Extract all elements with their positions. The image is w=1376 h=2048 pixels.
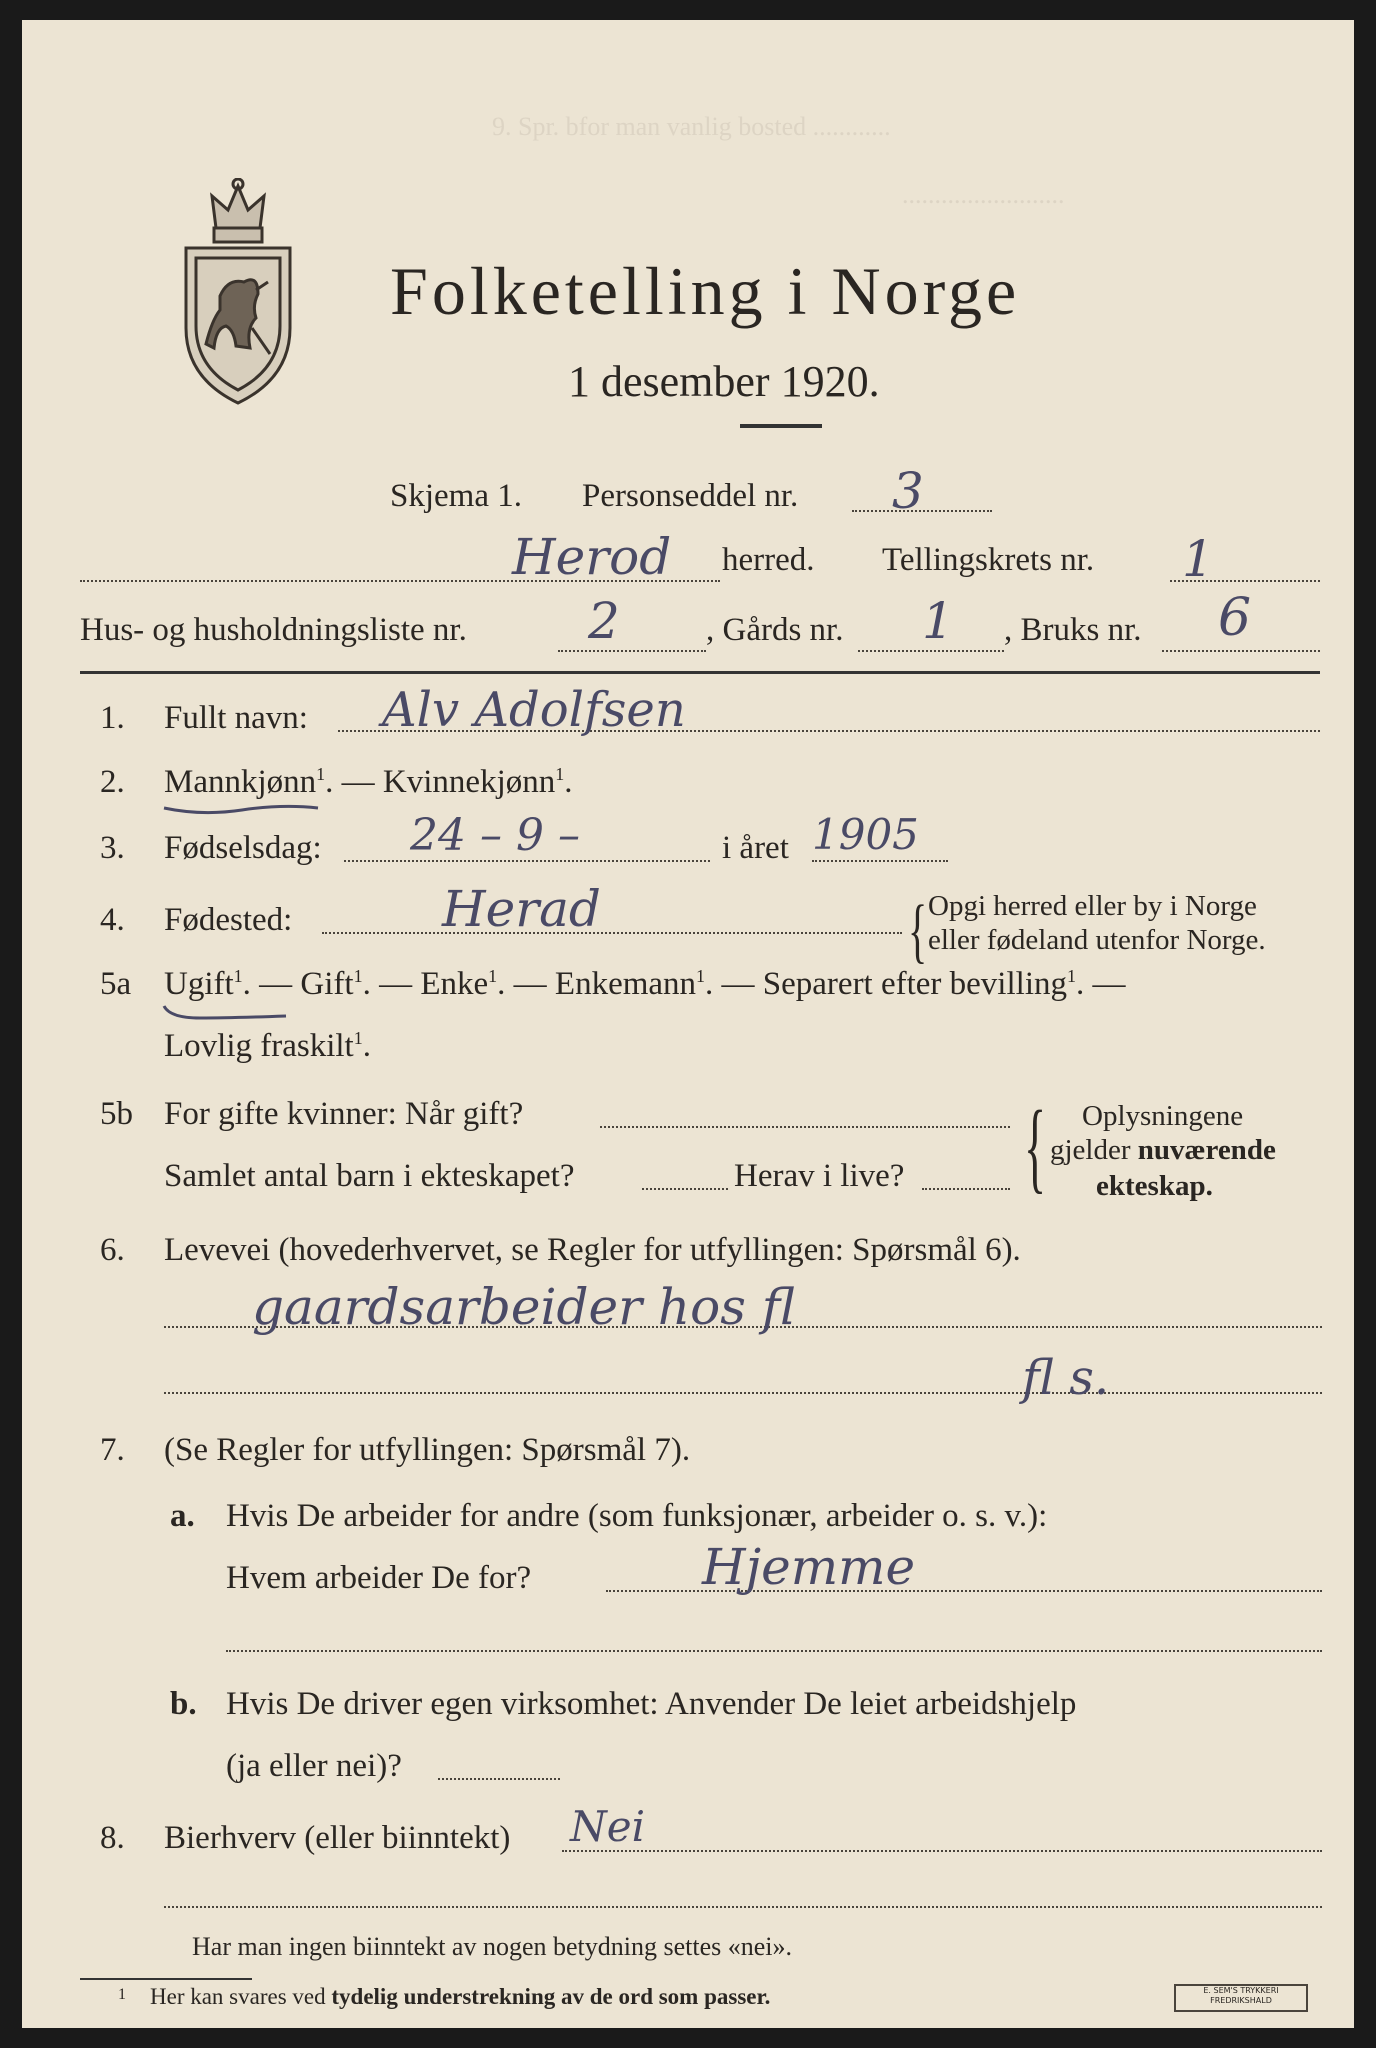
bleed-through-text: 9. Spr. bfor man vanlig bosted ............	[492, 112, 891, 141]
fullt-navn-label: Fullt navn:	[164, 700, 308, 736]
civil-status-options: Ugift$^1$. — Gift$^1$. — Enke$^1$. — Enkemann$^1$. — Separert efter bevilling$^1$. —	[164, 966, 1126, 1002]
underline-mark	[162, 802, 322, 818]
fodselsdag-value[interactable]: 24 – 9 –	[410, 810, 580, 861]
question-number: 7.	[100, 1432, 125, 1468]
fodested-line	[322, 932, 902, 934]
fodested-value[interactable]: Herad	[442, 880, 601, 938]
footnote-marker: 1	[118, 1986, 126, 2003]
biinntekt-note: Har man ingen biinntekt av nogen betydning settes «nei».	[192, 1932, 793, 1961]
ekteskap-note: Oplysningene	[1082, 1100, 1244, 1132]
ja-eller-nei-label: (ja eller nei)?	[226, 1748, 402, 1784]
title-divider	[740, 424, 822, 428]
husholdningsliste-label: Hus- og husholdningsliste nr.	[80, 612, 467, 648]
question-number: 3.	[100, 830, 125, 866]
herred-value[interactable]: Herod	[512, 528, 672, 586]
coat-of-arms-icon	[172, 178, 304, 408]
question-number: 2.	[100, 764, 125, 800]
gender-options: Mannkjønn$^1$. — Kvinnekjønn$^1$.	[164, 764, 573, 800]
option-ugift[interactable]: Ugift	[164, 966, 234, 1002]
herav-i-live-label: Herav i live?	[734, 1158, 905, 1194]
q7b-letter: b.	[170, 1686, 197, 1722]
husholdningsliste-line	[558, 650, 706, 652]
gards-label: , Gårds nr.	[706, 612, 844, 648]
aaret-label: i året	[722, 830, 789, 866]
gards-line	[858, 650, 1004, 652]
levevei-value-2[interactable]: fl s.	[1022, 1350, 1110, 1406]
levevei-label: Levevei (hovederhvervet, se Regler for utfyllingen: Spørsmål 6).	[164, 1232, 1021, 1268]
question-number: 6.	[100, 1232, 125, 1268]
gards-value[interactable]: 1	[922, 592, 954, 650]
printer-stamp: E. SEM'S TRYKKERI FREDRIKSHALD	[1174, 1984, 1308, 2012]
q7b-text: Hvis De driver egen virksomhet: Anvender De leiet arbeidshjelp	[226, 1686, 1077, 1722]
fullt-navn-value[interactable]: Alv Adolfsen	[382, 682, 686, 738]
bierhverv-line	[562, 1850, 1322, 1852]
form-title: Folketelling i Norge	[390, 253, 1021, 329]
herred-label: herred.	[722, 542, 815, 578]
antal-barn-line	[642, 1188, 728, 1190]
naar-gift-line	[600, 1126, 1010, 1128]
personseddel-value[interactable]: 3	[892, 462, 924, 520]
question-number: 5a	[100, 966, 132, 1002]
q7a-text: Hvis De arbeider for andre (som funksjonær, arbeider o. s. v.):	[226, 1498, 1048, 1534]
bruks-value[interactable]: 6	[1218, 588, 1252, 648]
brace: {	[908, 889, 928, 971]
option-enkemann[interactable]: Enkemann	[554, 966, 697, 1002]
ekteskap-note: gjelder nuværende	[1050, 1134, 1276, 1166]
option-mannkjonn[interactable]: Mannkjønn	[164, 764, 317, 800]
header-separator	[80, 671, 1320, 674]
footnote-rule	[80, 1978, 252, 1980]
q7-label: (Se Regler for utfyllingen: Spørsmål 7).	[164, 1432, 691, 1468]
tellingskrets-label: Tellingskrets nr.	[882, 542, 1095, 578]
fodested-label: Fødested:	[164, 902, 293, 938]
arbeider-for-line-2	[226, 1650, 1322, 1652]
aaret-line	[812, 860, 948, 862]
bruks-label: , Bruks nr.	[1004, 612, 1142, 648]
question-number: 4.	[100, 902, 125, 938]
levevei-value[interactable]: gaardsarbeider hos fl	[252, 1278, 796, 1336]
census-date: 1 desember 1920.	[568, 357, 880, 406]
antal-barn-label: Samlet antal barn i ekteskapet?	[164, 1158, 575, 1194]
question-number: 1.	[100, 700, 125, 736]
brace: {	[1024, 1090, 1047, 1203]
option-separert[interactable]: Separert efter bevilling	[762, 966, 1067, 1002]
arbeider-for-label: Hvem arbeider De for?	[226, 1560, 532, 1596]
personseddel-label: Personseddel nr.	[582, 478, 799, 514]
fodested-note: Opgi herred eller by i Norge	[928, 890, 1257, 922]
bierhverv-label: Bierhverv (eller biinntekt)	[164, 1820, 511, 1856]
fodested-note: eller fødeland utenfor Norge.	[928, 924, 1266, 956]
ekteskap-note: ekteskap.	[1096, 1170, 1213, 1202]
tellingskrets-value[interactable]: 1	[1182, 530, 1214, 588]
herav-i-live-line	[922, 1188, 1010, 1190]
bleed-through-text: .........................	[902, 180, 1065, 209]
bierhverv-line-2	[164, 1906, 1322, 1908]
footnote-text: Her kan svares ved tydelig understrekning av de ord som passer.	[150, 1984, 771, 2009]
underline-mark	[160, 1004, 290, 1024]
arbeider-for-value[interactable]: Hjemme	[702, 1538, 916, 1596]
question-number: 8.	[100, 1820, 125, 1856]
option-gift[interactable]: Gift	[300, 966, 354, 1002]
option-kvinnekjonn[interactable]: Kvinnekjønn	[382, 764, 556, 800]
fodselsdag-label: Fødselsdag:	[164, 830, 322, 866]
aaret-value[interactable]: 1905	[812, 810, 919, 859]
husholdningsliste-value[interactable]: 2	[588, 592, 620, 650]
question-number: 5b	[100, 1096, 133, 1132]
skjema-label: Skjema 1.	[390, 478, 522, 514]
q7a-letter: a.	[170, 1498, 195, 1534]
bruks-line	[1162, 650, 1320, 652]
bierhverv-value[interactable]: Nei	[570, 1802, 646, 1851]
naar-gift-label: For gifte kvinner: Når gift?	[164, 1096, 524, 1132]
census-form	[22, 20, 1354, 2028]
option-lovlig-fraskilt[interactable]: Lovlig fraskilt$^1$.	[164, 1028, 371, 1064]
ja-eller-nei-line	[438, 1778, 560, 1780]
levevei-line-2	[164, 1392, 1322, 1394]
option-enke[interactable]: Enke	[420, 966, 489, 1002]
